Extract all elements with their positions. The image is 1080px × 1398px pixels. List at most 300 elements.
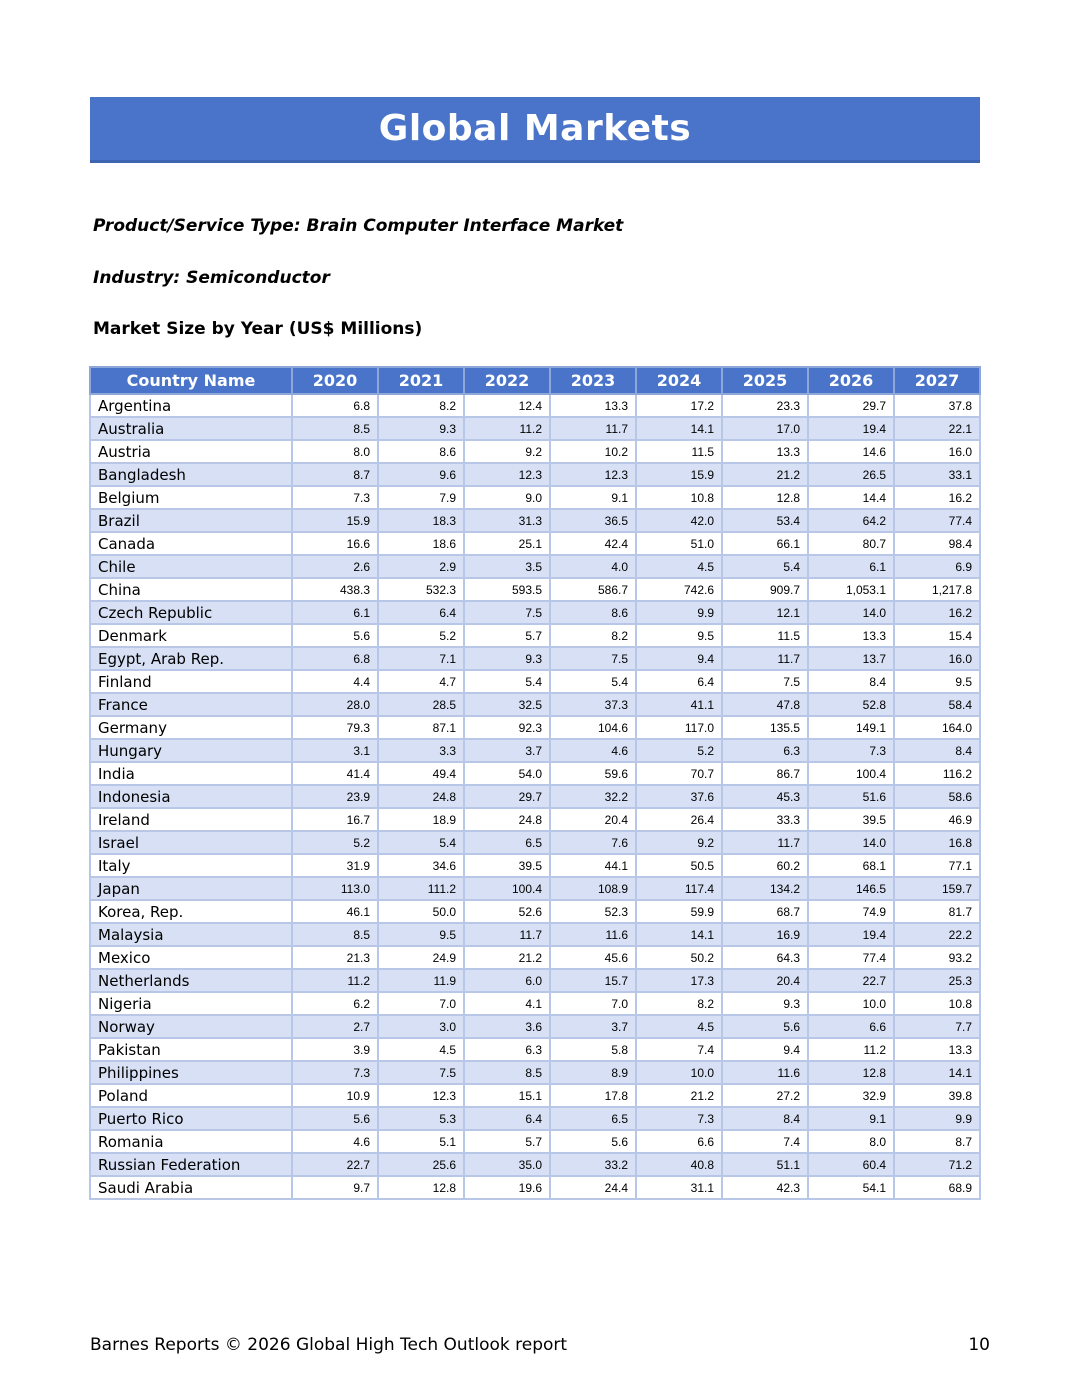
table-row [90,693,980,716]
value-cell: 33.1 [894,463,980,486]
value-cell: 19.4 [808,923,894,946]
value-cell: 74.9 [808,900,894,923]
value-cell: 54.0 [464,762,550,785]
value-cell: 20.4 [550,808,636,831]
column-header-year: 2022 [464,367,550,394]
value-cell: 52.8 [808,693,894,716]
value-cell: 9.9 [636,601,722,624]
value-cell: 5.8 [550,1038,636,1061]
value-cell: 117.4 [636,877,722,900]
value-cell: 19.6 [464,1176,550,1199]
value-cell: 39.5 [808,808,894,831]
value-cell: 10.8 [894,992,980,1015]
value-cell: 1,217.8 [894,578,980,601]
value-cell: 8.6 [550,601,636,624]
value-cell: 8.7 [292,463,378,486]
value-cell: 135.5 [722,716,808,739]
value-cell: 18.9 [378,808,464,831]
value-cell: 51.1 [722,1153,808,1176]
value-cell: 5.4 [378,831,464,854]
value-cell: 44.1 [550,854,636,877]
value-cell: 15.9 [636,463,722,486]
table-row [90,1015,980,1038]
value-cell: 586.7 [550,578,636,601]
value-cell: 15.1 [464,1084,550,1107]
value-cell: 24.8 [378,785,464,808]
value-cell: 58.6 [894,785,980,808]
country-name-cell: Finland [90,670,292,693]
value-cell: 6.9 [894,555,980,578]
value-cell: 13.7 [808,647,894,670]
value-cell: 46.9 [894,808,980,831]
value-cell: 11.7 [464,923,550,946]
value-cell: 7.5 [464,601,550,624]
value-cell: 7.0 [378,992,464,1015]
value-cell: 9.5 [636,624,722,647]
value-cell: 24.4 [550,1176,636,1199]
value-cell: 11.6 [550,923,636,946]
value-cell: 20.4 [722,969,808,992]
value-cell: 11.2 [292,969,378,992]
value-cell: 52.3 [550,900,636,923]
value-cell: 12.3 [550,463,636,486]
value-cell: 7.4 [636,1038,722,1061]
value-cell: 8.4 [894,739,980,762]
value-cell: 18.6 [378,532,464,555]
value-cell: 4.5 [636,1015,722,1038]
country-name-cell: Bangladesh [90,463,292,486]
value-cell: 5.2 [636,739,722,762]
value-cell: 6.1 [808,555,894,578]
page-number: 10 [968,1335,990,1355]
column-header-year: 2023 [550,367,636,394]
country-name-cell: Korea, Rep. [90,900,292,923]
country-name-cell: Russian Federation [90,1153,292,1176]
value-cell: 593.5 [464,578,550,601]
country-name-cell: Indonesia [90,785,292,808]
table-row [90,716,980,739]
value-cell: 4.7 [378,670,464,693]
country-name-cell: Argentina [90,394,292,417]
value-cell: 50.2 [636,946,722,969]
value-cell: 9.3 [464,647,550,670]
value-cell: 5.6 [292,1107,378,1130]
value-cell: 13.3 [894,1038,980,1061]
table-row [90,394,980,417]
value-cell: 77.4 [894,509,980,532]
country-name-cell: Saudi Arabia [90,1176,292,1199]
country-name-cell: Poland [90,1084,292,1107]
country-name-cell: Malaysia [90,923,292,946]
country-name-cell: France [90,693,292,716]
value-cell: 22.2 [894,923,980,946]
value-cell: 7.3 [292,1061,378,1084]
value-cell: 16.7 [292,808,378,831]
table-row [90,1153,980,1176]
column-header-year: 2024 [636,367,722,394]
value-cell: 100.4 [808,762,894,785]
value-cell: 13.3 [722,440,808,463]
value-cell: 10.2 [550,440,636,463]
value-cell: 23.3 [722,394,808,417]
country-name-cell: Hungary [90,739,292,762]
value-cell: 64.3 [722,946,808,969]
value-cell: 16.2 [894,601,980,624]
value-cell: 8.7 [894,1130,980,1153]
value-cell: 23.9 [292,785,378,808]
value-cell: 9.6 [378,463,464,486]
country-name-cell: China [90,578,292,601]
country-name-cell: Romania [90,1130,292,1153]
value-cell: 28.0 [292,693,378,716]
value-cell: 17.0 [722,417,808,440]
value-cell: 9.2 [464,440,550,463]
industry-line: Industry: Semiconductor [93,268,330,288]
country-name-cell: Norway [90,1015,292,1038]
value-cell: 8.4 [722,1107,808,1130]
value-cell: 6.3 [464,1038,550,1061]
value-cell: 41.1 [636,693,722,716]
value-cell: 11.5 [722,624,808,647]
table-row [90,624,980,647]
value-cell: 87.1 [378,716,464,739]
value-cell: 8.9 [550,1061,636,1084]
value-cell: 3.7 [550,1015,636,1038]
value-cell: 59.9 [636,900,722,923]
value-cell: 8.6 [378,440,464,463]
table-row [90,762,980,785]
value-cell: 9.2 [636,831,722,854]
value-cell: 11.7 [722,647,808,670]
value-cell: 21.2 [722,463,808,486]
value-cell: 15.7 [550,969,636,992]
value-cell: 116.2 [894,762,980,785]
table-body [90,394,980,1199]
country-name-cell: Netherlands [90,969,292,992]
country-name-cell: Puerto Rico [90,1107,292,1130]
table-row [90,463,980,486]
value-cell: 100.4 [464,877,550,900]
country-name-cell: Italy [90,854,292,877]
column-header-year: 2027 [894,367,980,394]
value-cell: 29.7 [464,785,550,808]
value-cell: 12.3 [464,463,550,486]
market-size-table [89,366,981,1200]
value-cell: 32.9 [808,1084,894,1107]
value-cell: 6.8 [292,647,378,670]
value-cell: 10.8 [636,486,722,509]
value-cell: 6.4 [636,670,722,693]
value-cell: 4.6 [550,739,636,762]
country-name-cell: Belgium [90,486,292,509]
value-cell: 7.3 [808,739,894,762]
table-row [90,417,980,440]
value-cell: 5.3 [378,1107,464,1130]
country-name-cell: Denmark [90,624,292,647]
value-cell: 3.7 [464,739,550,762]
value-cell: 9.3 [378,417,464,440]
value-cell: 22.7 [292,1153,378,1176]
value-cell: 32.2 [550,785,636,808]
value-cell: 4.5 [378,1038,464,1061]
value-cell: 32.5 [464,693,550,716]
column-header-year: 2020 [292,367,378,394]
table-row [90,440,980,463]
footer-copyright: Barnes Reports © 2026 Global High Tech Outlook report [90,1335,568,1355]
value-cell: 12.1 [722,601,808,624]
value-cell: 17.8 [550,1084,636,1107]
value-cell: 37.6 [636,785,722,808]
column-header-year: 2021 [378,367,464,394]
value-cell: 14.0 [808,831,894,854]
table-row [90,1130,980,1153]
value-cell: 59.6 [550,762,636,785]
value-cell: 5.7 [464,1130,550,1153]
value-cell: 58.4 [894,693,980,716]
value-cell: 742.6 [636,578,722,601]
value-cell: 35.0 [464,1153,550,1176]
value-cell: 9.9 [894,1107,980,1130]
value-cell: 16.6 [292,532,378,555]
value-cell: 50.5 [636,854,722,877]
value-cell: 7.5 [550,647,636,670]
value-cell: 4.5 [636,555,722,578]
value-cell: 51.6 [808,785,894,808]
value-cell: 11.9 [378,969,464,992]
value-cell: 21.2 [636,1084,722,1107]
value-cell: 134.2 [722,877,808,900]
value-cell: 4.1 [464,992,550,1015]
value-cell: 8.5 [464,1061,550,1084]
value-cell: 111.2 [378,877,464,900]
table-row [90,739,980,762]
value-cell: 50.0 [378,900,464,923]
table-row [90,923,980,946]
table-row [90,509,980,532]
country-name-cell: Japan [90,877,292,900]
value-cell: 31.3 [464,509,550,532]
value-cell: 2.7 [292,1015,378,1038]
country-name-cell: Chile [90,555,292,578]
value-cell: 7.6 [550,831,636,854]
value-cell: 37.8 [894,394,980,417]
market-size-heading: Market Size by Year (US$ Millions) [93,319,423,339]
table-header-row [90,367,980,394]
value-cell: 108.9 [550,877,636,900]
table-row [90,808,980,831]
value-cell: 25.3 [894,969,980,992]
value-cell: 25.1 [464,532,550,555]
value-cell: 3.0 [378,1015,464,1038]
value-cell: 11.2 [808,1038,894,1061]
value-cell: 146.5 [808,877,894,900]
value-cell: 47.8 [722,693,808,716]
value-cell: 2.9 [378,555,464,578]
value-cell: 86.7 [722,762,808,785]
value-cell: 8.0 [808,1130,894,1153]
table-row [90,1107,980,1130]
value-cell: 12.3 [378,1084,464,1107]
value-cell: 7.7 [894,1015,980,1038]
column-header-year: 2026 [808,367,894,394]
value-cell: 9.4 [722,1038,808,1061]
value-cell: 8.2 [550,624,636,647]
value-cell: 5.2 [378,624,464,647]
value-cell: 12.8 [722,486,808,509]
value-cell: 5.6 [292,624,378,647]
value-cell: 9.0 [464,486,550,509]
table-row [90,831,980,854]
value-cell: 6.4 [378,601,464,624]
value-cell: 71.2 [894,1153,980,1176]
value-cell: 6.8 [292,394,378,417]
value-cell: 10.0 [636,1061,722,1084]
value-cell: 33.3 [722,808,808,831]
table-row [90,1084,980,1107]
value-cell: 12.8 [378,1176,464,1199]
value-cell: 3.6 [464,1015,550,1038]
country-name-cell: Australia [90,417,292,440]
country-name-cell: Czech Republic [90,601,292,624]
value-cell: 64.2 [808,509,894,532]
country-name-cell: Pakistan [90,1038,292,1061]
value-cell: 22.7 [808,969,894,992]
value-cell: 28.5 [378,693,464,716]
value-cell: 13.3 [550,394,636,417]
value-cell: 6.5 [550,1107,636,1130]
value-cell: 60.4 [808,1153,894,1176]
value-cell: 6.6 [636,1130,722,1153]
value-cell: 7.5 [378,1061,464,1084]
value-cell: 27.2 [722,1084,808,1107]
value-cell: 77.1 [894,854,980,877]
table-row [90,601,980,624]
value-cell: 149.1 [808,716,894,739]
value-cell: 29.7 [808,394,894,417]
value-cell: 12.8 [808,1061,894,1084]
value-cell: 7.1 [378,647,464,670]
value-cell: 45.3 [722,785,808,808]
value-cell: 8.5 [292,417,378,440]
value-cell: 39.5 [464,854,550,877]
value-cell: 36.5 [550,509,636,532]
value-cell: 77.4 [808,946,894,969]
value-cell: 9.3 [722,992,808,1015]
value-cell: 16.0 [894,647,980,670]
table-row [90,946,980,969]
value-cell: 25.6 [378,1153,464,1176]
table-row [90,854,980,877]
column-header-year: 2025 [722,367,808,394]
table-row [90,785,980,808]
value-cell: 909.7 [722,578,808,601]
country-name-cell: Austria [90,440,292,463]
value-cell: 11.7 [550,417,636,440]
title-banner [90,97,980,163]
table-row [90,1176,980,1199]
value-cell: 40.8 [636,1153,722,1176]
value-cell: 79.3 [292,716,378,739]
value-cell: 81.7 [894,900,980,923]
country-name-cell: Canada [90,532,292,555]
value-cell: 14.1 [894,1061,980,1084]
value-cell: 37.3 [550,693,636,716]
value-cell: 3.1 [292,739,378,762]
value-cell: 8.4 [808,670,894,693]
value-cell: 60.2 [722,854,808,877]
table-row [90,900,980,923]
value-cell: 6.2 [292,992,378,1015]
value-cell: 3.5 [464,555,550,578]
value-cell: 26.4 [636,808,722,831]
value-cell: 33.2 [550,1153,636,1176]
table-row [90,1038,980,1061]
value-cell: 42.3 [722,1176,808,1199]
value-cell: 8.0 [292,440,378,463]
value-cell: 21.3 [292,946,378,969]
value-cell: 34.6 [378,854,464,877]
value-cell: 4.6 [292,1130,378,1153]
table-row [90,992,980,1015]
value-cell: 51.0 [636,532,722,555]
value-cell: 6.4 [464,1107,550,1130]
value-cell: 49.4 [378,762,464,785]
value-cell: 7.3 [636,1107,722,1130]
value-cell: 14.0 [808,601,894,624]
value-cell: 26.5 [808,463,894,486]
value-cell: 10.0 [808,992,894,1015]
value-cell: 98.4 [894,532,980,555]
value-cell: 1,053.1 [808,578,894,601]
value-cell: 113.0 [292,877,378,900]
value-cell: 46.1 [292,900,378,923]
value-cell: 31.9 [292,854,378,877]
value-cell: 16.0 [894,440,980,463]
value-cell: 39.8 [894,1084,980,1107]
value-cell: 9.4 [636,647,722,670]
value-cell: 9.5 [894,670,980,693]
value-cell: 7.4 [722,1130,808,1153]
value-cell: 54.1 [808,1176,894,1199]
value-cell: 9.7 [292,1176,378,1199]
value-cell: 41.4 [292,762,378,785]
value-cell: 16.8 [894,831,980,854]
value-cell: 17.2 [636,394,722,417]
table-row [90,578,980,601]
value-cell: 7.0 [550,992,636,1015]
value-cell: 438.3 [292,578,378,601]
value-cell: 7.3 [292,486,378,509]
value-cell: 159.7 [894,877,980,900]
value-cell: 17.3 [636,969,722,992]
value-cell: 21.2 [464,946,550,969]
table-row [90,532,980,555]
value-cell: 93.2 [894,946,980,969]
country-name-cell: Brazil [90,509,292,532]
value-cell: 12.4 [464,394,550,417]
value-cell: 14.1 [636,417,722,440]
value-cell: 10.9 [292,1084,378,1107]
country-name-cell: Germany [90,716,292,739]
value-cell: 6.3 [722,739,808,762]
value-cell: 42.0 [636,509,722,532]
value-cell: 68.9 [894,1176,980,1199]
value-cell: 15.4 [894,624,980,647]
value-cell: 6.5 [464,831,550,854]
value-cell: 14.6 [808,440,894,463]
value-cell: 11.6 [722,1061,808,1084]
value-cell: 3.9 [292,1038,378,1061]
